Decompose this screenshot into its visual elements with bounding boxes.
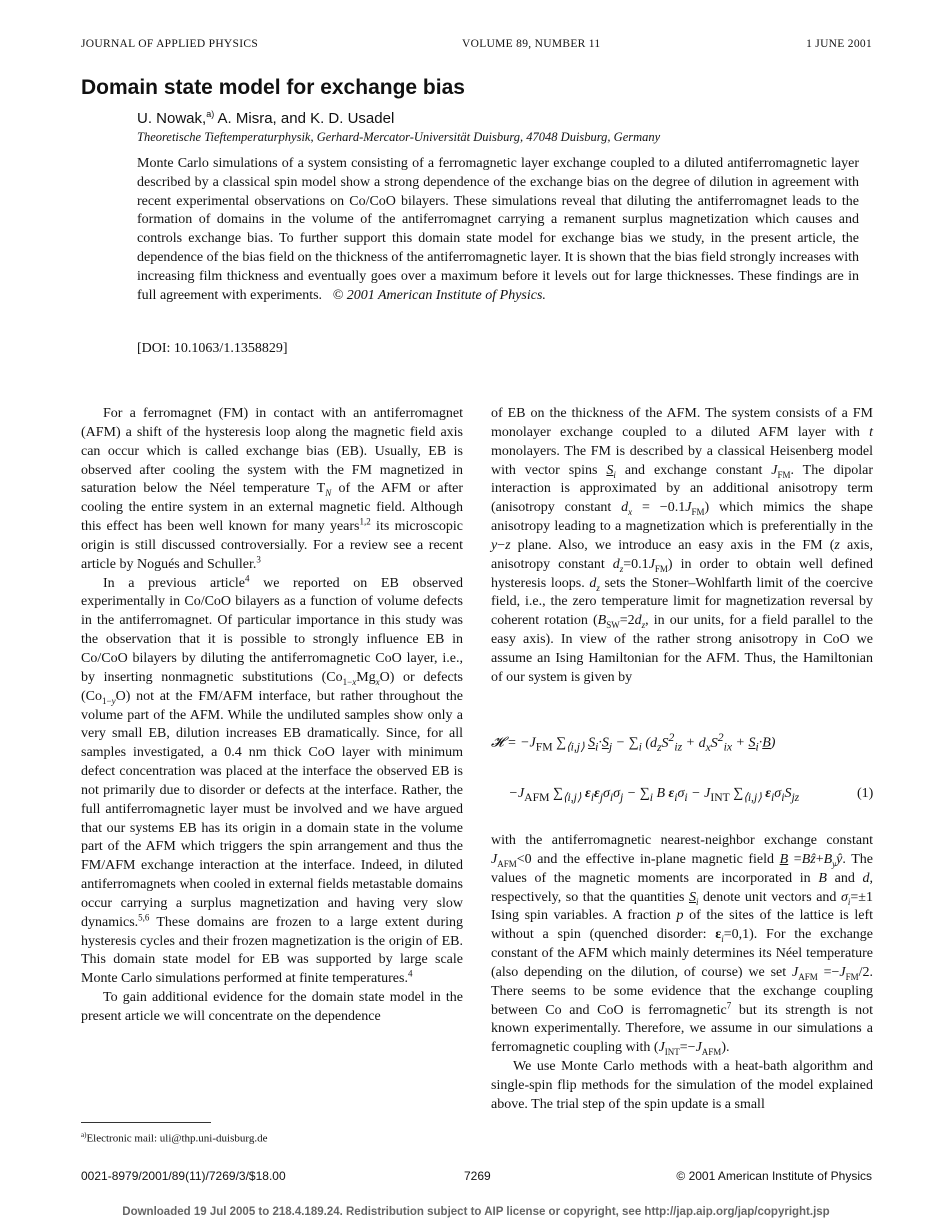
affiliation: Theoretische Tieftemperaturphysik, Gerhard-Mercator-Universität Duisburg, 47048 Duisburg, Germany xyxy=(137,130,661,144)
paragraph: For a ferromagnet (FM) in contact with an antiferromagnet (AFM) a shift of the hysteresis loop along the magnetic field axis can occur which is called exchange bias (EB). Usually, EB is observed after cooling the system with the FM magnetized in saturation below the Néel temperature $T_N$ of the AFM or after cooling the entire system in an external magnetic field. Although this effect has been well known for many years$^{1,2}$ its microscopic origin is still discussed controversially. For a review see a recent article by Nogués and Schuller.$^3$ xyxy=(81,406,463,572)
volume-number: VOLUME 89, NUMBER 11 xyxy=(462,38,601,50)
footnote: $^{a)}$Electronic mail: uli@thp.uni-duisburg.de xyxy=(81,1131,268,1145)
left-column xyxy=(81,405,463,1027)
right-column-continued xyxy=(491,832,873,1115)
abstract xyxy=(137,155,859,305)
footer-copyright: © 2001 American Institute of Physics xyxy=(676,1169,872,1183)
copyright-notice: © 2001 American Institute of Physics. xyxy=(332,287,546,303)
download-notice: Downloaded 19 Jul 2005 to 218.4.189.24. Redistribution subject to AIP license or copyright, see http://jap.aip.org/jap/copyright.jsp xyxy=(122,1206,830,1218)
other-authors: A. Misra, and K. D. Usadel xyxy=(214,110,395,127)
paragraph: of EB on the thickness of the AFM. The system consists of a FM monolayer exchange coupled to a diluted AFM layer with t monolayers. The FM is described by a classical Heisenberg model with vector spins $S_i$ and exchange constant $J_{FM}$. The dipolar interaction is approximated by an additional anisotropy term (anisotropy constant $d_x = -0.1J_{FM}$) which mimics the shape anisotropy leading to a magnetization which is preferentially in the y−z plane. Also, we introduce an easy axis in the FM (z axis, anisotropy constant $d_z=0.1J_{FM}$) in order to obtain well defined hysteresis loops. $d_z$ sets the Stoner–Wohlfarth limit of the coercive field, i.e., the zero temperature limit for magnetization reversal by coherent rotation ($B_{SW}=2d_z$, in our units, for a field parallel to the easy axis). In view of the rather strong anisotropy in CoO we assume an Ising Hamiltonian for the AFM. Thus, the Hamiltonian of our system is given by xyxy=(491,406,874,685)
page-number: 7269 xyxy=(464,1169,491,1183)
equation-line-1: 𝓗 = $-J_{FM}$ $\sum_{⟨i,j⟩}$ $S_i\cdot S_j - \sum_i$ $(d_zS^2_{iz} + d_xS^2_{ix} + S_i\cdot B)$ xyxy=(491,731,776,754)
journal-name: JOURNAL OF APPLIED PHYSICS xyxy=(81,38,259,50)
paragraph: with the antiferromagnetic nearest-neighbor exchange constant $J_{AFM}<0$ and the effective in-plane magnetic field $B =Bẑ+B_yŷ$. The values of the magnetic moments are incorporated in B and d, respectively, so that the quantities $S_i$ denote unit vectors and $\sigma_i=\pm 1$ Ising spin variables. A fraction p of the sites of the lattice is left without a spin (quenched disorder: $\varepsilon_i=0,1$). For the exchange constant of the AFM which mainly determines its Néel temperature (also depending on the dilution, of course) we set $J_{AFM} =-J_{FM}/2$. There seems to be some evidence that the exchange coupling between Co and CoO is ferromagnetic$^7$ but its strength is not known experimentally. Therefore, we assume in our simulations a ferromagnetic coupling with $(J_{INT}=-J_{AFM})$. xyxy=(491,833,873,1058)
footnote-rule xyxy=(81,1122,211,1123)
right-column xyxy=(491,405,873,688)
paragraph: We use Monte Carlo methods with a heat-bath algorithm and single-spin flip methods for the simulation of the model explained above. The trial step of the spin update is a small xyxy=(491,1059,873,1112)
author-list xyxy=(137,109,394,127)
footer-code: 0021-8979/2001/89(11)/7269/3/$18.00 xyxy=(81,1169,286,1183)
article-title: Domain state model for exchange bias xyxy=(81,76,465,99)
abstract-text: Monte Carlo simulations of a system consisting of a ferromagnetic layer exchange coupled to a diluted antiferromagnetic layer described by a classical spin model show a strong dependence of the exchange bias on the degree of dilution in agreement with recent experimental observations on Co/CoO bilayers. These simulations reveal that diluting the antiferromagnet leads to the formation of domains in the volume of the antiferromagnet carrying a remanent surplus magnetization which causes and controls exchange bias. To further support this domain state model for exchange bias we study, in the present article, the dependence of the bias field on the thickness of the antiferromagnetic layer. It is shown that the bias field strongly increases with increasing film thickness and eventually goes over a maximum before it levels out for large thicknesses. These findings are in full agreement with experiments. xyxy=(137,156,859,303)
paragraph: In a previous article$^4$ we reported on EB observed experimentally in Co/CoO bilayers as a function of volume defects in the antiferromagnet. Of particular importance in this study was the observation that it is possible to strongly influence EB in Co/CoO bilayers by diluting the antiferromagnetic CoO layer, i.e., by inserting nonmagnetic substitutions $(Co_{1-x}Mg_xO)$ or defects $(Co_{1-y}O)$ not at the FM/AFM interface, but rather throughout the volume part of the AFM. While the undiluted samples show only a very small EB, dilution increases EB dramatically. Since, for all samples investigated, a 0.4 nm thick CoO layer with minimum defect concentration was placed at the interface the observed EB is not primarily due to disorder or defects at the interface. Rather, the full antiferromagnetic layer must be involved and we have argued that our systems EB has its origin in a domain state in the volume part of the AFM which triggers the spin arrangement and thus the FM/AFM exchange interaction at the interface. Indeed, in diluted antiferromagnets when cooled in external fields metastable domains occur carrying a surplus magnetization and having very slow dynamics.$^{5,6}$ These domains are frozen to a large extent during hysteresis cycles and their frozen magnetization is the origin of EB. This domain state model for EB was supported by large scale Monte Carlo simulations performed at finite temperatures.$^4$ xyxy=(81,572,463,987)
equation-number: (1) xyxy=(857,786,874,801)
equation-line-2: $-J_{AFM}$ $\sum_{⟨i,j⟩}$ $\varepsilon_i\varepsilon_j\sigma_i\sigma_j - \sum_i$ B $\varepsilon_i\sigma_i - J_{INT}$ $\sum_{⟨i,j⟩}$ $\varepsilon_i\sigma_iS_{jz}$ xyxy=(491,786,800,804)
doi: [DOI: 10.1063/1.1358829] xyxy=(137,341,288,356)
first-author: U. Nowak, xyxy=(137,110,207,127)
author-footnote-mark: a) xyxy=(206,109,215,119)
paragraph: To gain additional evidence for the domain state model in the present article we will concentrate on the dependence xyxy=(81,990,463,1024)
issue-date: 1 JUNE 2001 xyxy=(806,38,872,50)
